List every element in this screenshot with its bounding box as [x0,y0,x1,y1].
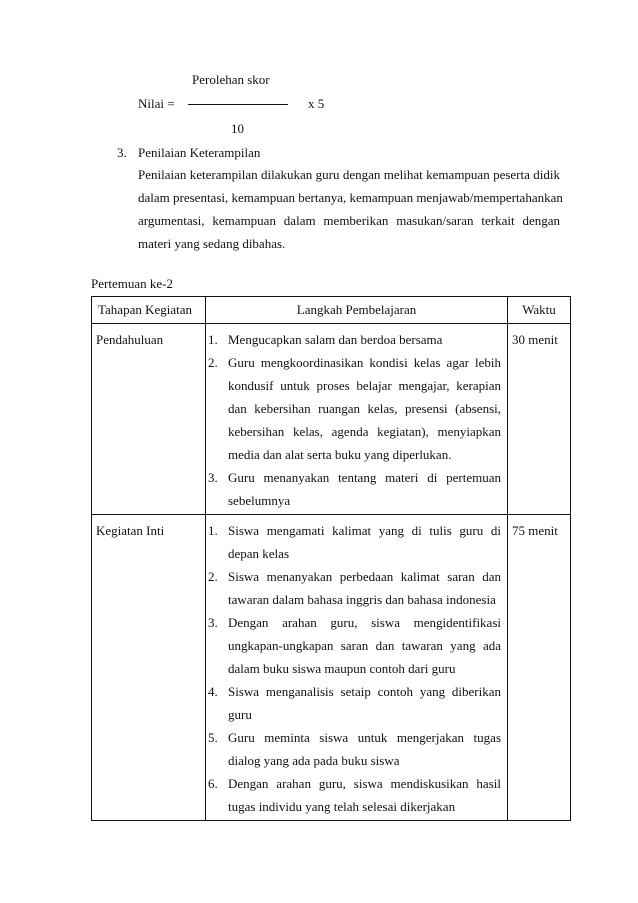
step-number: 6. [208,776,218,791]
list-item [206,565,501,611]
steps-list [206,324,507,514]
paragraph-line: argumentasi, kemampuan dalam memberikan masukan/saran terkait dengan [138,213,560,228]
step-line: tugas individu yang telah selesai dikerjakan [228,799,456,814]
stage-label: Kegiatan Inti [96,523,165,538]
list-item [206,611,501,680]
step-number: 2. [208,569,218,584]
step-line: depan kelas [228,546,290,561]
paragraph-line: materi yang sedang dibahas. [138,236,286,251]
list-item [206,328,501,351]
section-title: Penilaian Keterampilan [138,145,261,160]
time-cell [508,515,571,821]
step-line: Dengan arahan guru, siswa mendiskusikan hasil [228,776,501,791]
step-number: 5. [208,730,218,745]
step-line: Mengucapkan salam dan berdoa bersama [228,332,443,347]
fraction-bar [188,104,288,105]
table-row [92,515,571,821]
formula-numerator: Perolehan skor [192,72,270,87]
header-time: Waktu [508,297,571,324]
step-line: kebersihan kelas, agenda kegiatan), menyiapkan [228,424,501,439]
time-label: 30 menit [512,332,558,347]
step-line: dialog yang ada pada buku siswa [228,753,400,768]
step-line: tawaran dalam bahasa inggris dan bahasa indonesia [228,592,496,607]
step-number: 4. [208,684,218,699]
time-label: 75 menit [512,523,558,538]
meeting-label: Pertemuan ke-2 [91,276,173,291]
step-line: guru [228,707,252,722]
section-paragraph [138,163,563,255]
step-line: Siswa mengamati kalimat yang di tulis guru di [228,523,501,538]
stage-cell [92,324,206,515]
step-line: Guru meminta siswa untuk mengerjakan tugas [228,730,501,745]
list-item [206,466,501,512]
header-stage: Tahapan Kegiatan [92,297,206,324]
steps-list [206,515,507,820]
stage-cell [92,515,206,821]
lesson-plan-table [91,296,571,821]
time-cell [508,324,571,515]
paragraph-line: dalam presentasi, kemampuan bertanya, kemampuan menjawab/mempertahankan [138,190,563,205]
list-item [206,772,501,818]
step-number: 1. [208,332,218,347]
formula-multiplier: x 5 [308,96,325,111]
step-line: sebelumnya [228,493,291,508]
step-line: Dengan arahan guru, siswa mengidentifikasi [228,615,501,630]
stage-label: Pendahuluan [96,332,164,347]
header-steps: Langkah Pembelajaran [206,297,508,324]
step-line: kondusif untuk proses belajar mengajar, kerapian [228,378,501,393]
step-number: 1. [208,523,218,538]
step-line: Guru mengkoordinasikan kondisi kelas agar lebih [228,355,501,370]
section-number: 3. [117,145,127,160]
step-line: dan kebersihan ruangan kelas, presensi (absensi, [228,401,501,416]
step-line: Siswa menanyakan perbedaan kalimat saran dan [228,569,501,584]
step-number: 3. [208,615,218,630]
list-item [206,519,501,565]
step-number: 2. [208,355,218,370]
list-item [206,680,501,726]
list-item [206,726,501,772]
step-line: ungkapan-ungkapan saran dan tawaran yang ada [228,638,501,653]
formula-denominator: 10 [231,121,244,136]
list-item [206,351,501,466]
step-number: 3. [208,470,218,485]
step-line: Siswa menganalisis setaip contoh yang diberikan [228,684,501,699]
table-header-row [92,297,571,324]
step-line: media dan alat serta buku yang diperlukan. [228,447,452,462]
paragraph-line: Penilaian keterampilan dilakukan guru dengan melihat kemampuan peserta didik [138,167,560,182]
steps-cell [206,324,508,515]
step-line: dalam buku siswa maupun contoh dari guru [228,661,456,676]
steps-cell [206,515,508,821]
table-row [92,324,571,515]
step-line: Guru menanyakan tentang materi di pertemuan [228,470,501,485]
formula-lhs: Nilai = [138,96,175,111]
